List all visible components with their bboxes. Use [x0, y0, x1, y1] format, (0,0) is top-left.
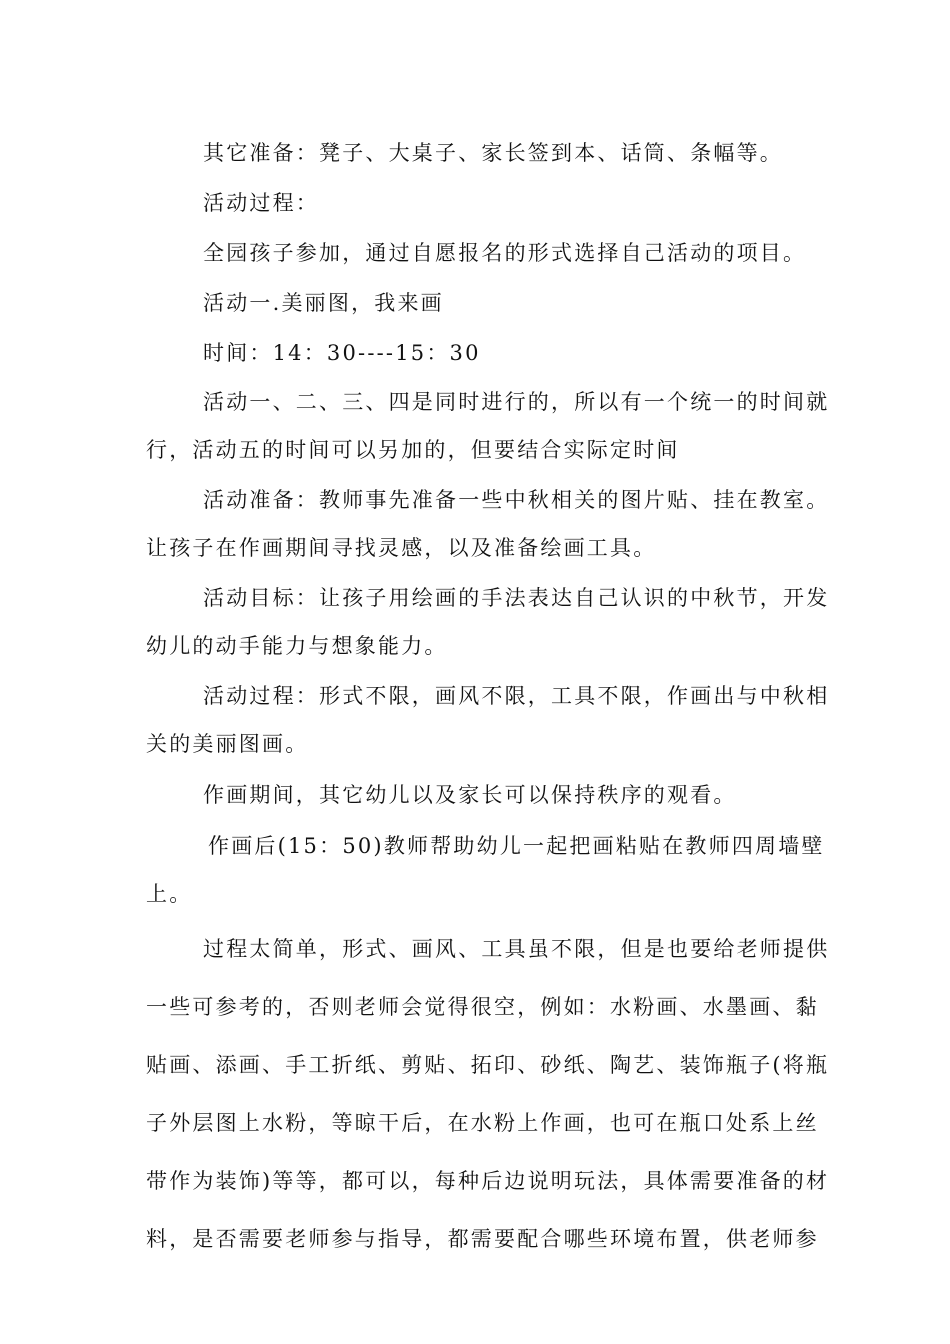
text-line: 贴画、添画、手工折纸、剪贴、拓印、砂纸、陶艺、装饰瓶子(将瓶 — [146, 1053, 830, 1077]
text-line: 关的美丽图画。 — [146, 732, 309, 756]
text-line: 其它准备：凳子、大桌子、家长签到本、话筒、条幅等。 — [203, 141, 783, 165]
text-line: 让孩子在作画期间寻找灵感，以及准备绘画工具。 — [146, 536, 657, 560]
text-line: 活动目标：让孩子用绘画的手法表达自己认识的中秋节，开发 — [203, 586, 830, 610]
text-line: 过程太简单，形式、画风、工具虽不限，但是也要给老师提供 — [203, 937, 830, 961]
paragraph-other-preparation — [146, 128, 806, 178]
paragraph-viewing — [146, 770, 806, 820]
paragraph-activity-process — [146, 672, 830, 768]
text-line: 带作为装饰)等等，都可以，每种后边说明玩法，具体需要准备的材 — [146, 1169, 830, 1193]
paragraph-participation — [146, 228, 806, 278]
text-line: 上。 — [146, 882, 193, 906]
paragraph-activity-process-heading — [146, 178, 806, 228]
paragraph-after-painting — [146, 822, 825, 918]
paragraph-review-comment — [146, 920, 830, 1268]
text-line: 一些可参考的，否则老师会觉得很空，例如：水粉画、水墨画、黏 — [146, 995, 819, 1019]
paragraph-time — [146, 328, 806, 378]
text-line: 行，活动五的时间可以另加的，但要结合实际定时间 — [146, 438, 680, 462]
text-line: 时间：14：30----15：30 — [203, 341, 481, 365]
text-line: 子外层图上水粉，等晾干后，在水粉上作画，也可在瓶口处系上丝 — [146, 1111, 819, 1135]
text-line: 活动过程： — [203, 191, 319, 215]
paragraph-activity-goal — [146, 574, 830, 670]
paragraph-activity-one-title — [146, 278, 806, 328]
paragraph-activity-preparation — [146, 476, 830, 572]
text-line: 作画期间，其它幼儿以及家长可以保持秩序的观看。 — [203, 783, 737, 807]
text-line: 活动一、二、三、四是同时进行的，所以有一个统一的时间就 — [203, 390, 830, 414]
text-line: 活动一.美丽图，我来画 — [203, 291, 444, 315]
text-line: 幼儿的动手能力与想象能力。 — [146, 634, 448, 658]
text-line: 活动过程：形式不限，画风不限，工具不限，作画出与中秋相 — [203, 684, 830, 708]
paragraph-schedule-note — [146, 378, 830, 474]
text-line: 活动准备：教师事先准备一些中秋相关的图片贴、挂在教室。 — [203, 488, 830, 512]
text-line: 料，是否需要老师参与指导，都需要配合哪些环境布置，供老师参 — [146, 1227, 819, 1251]
text-line: 作画后(15：50)教师帮助幼儿一起把画粘贴在教师四周墙壁 — [208, 834, 825, 858]
text-line: 全园孩子参加，通过自愿报名的形式选择自己活动的项目。 — [203, 241, 807, 265]
